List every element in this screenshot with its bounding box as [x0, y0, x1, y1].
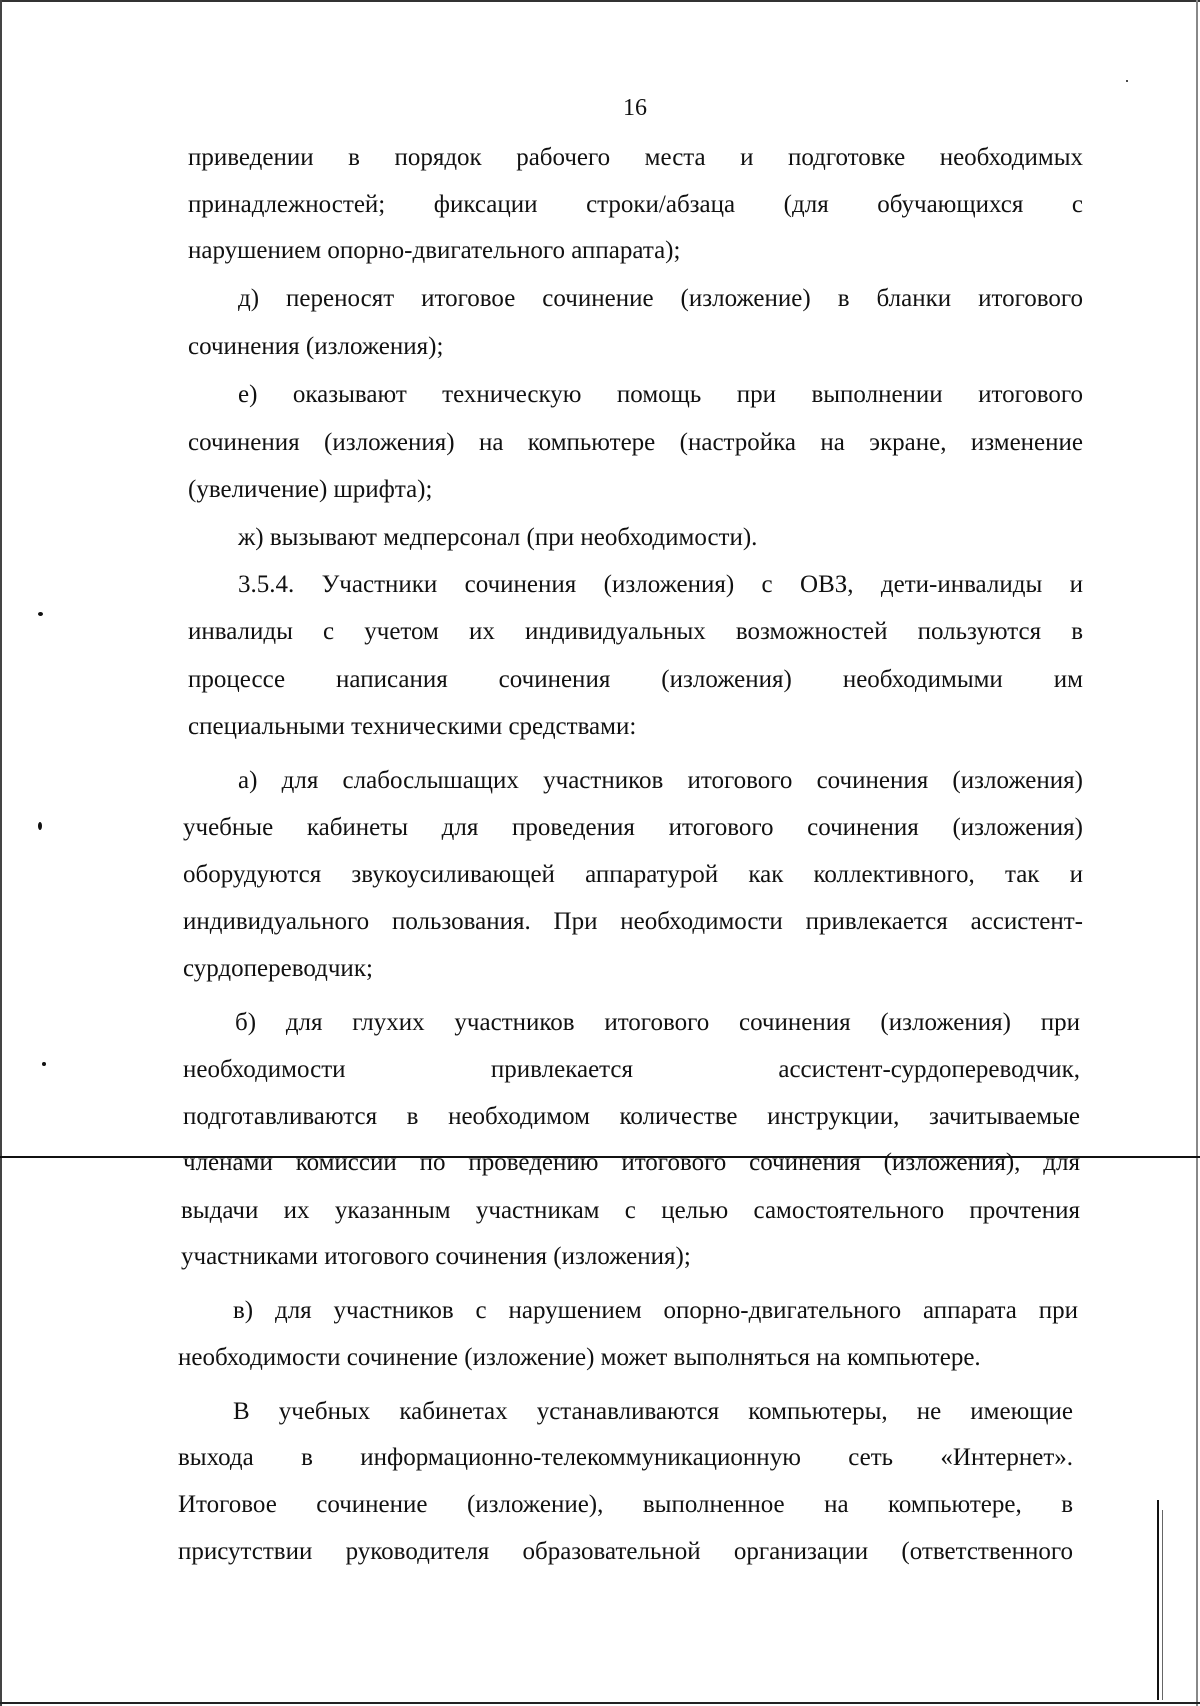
scan-edge-bottom [0, 1702, 1200, 1704]
text-line: присутствии руководителя образовательной организации (ответственного [178, 1538, 1073, 1565]
text-line: сочинения (изложения) на компьютере (настройка на экране, изменение [188, 429, 1083, 456]
text-line: е) оказывают техническую помощь при выполнении итогового [238, 381, 1083, 408]
text-line: д) переносят итоговое сочинение (изложение) в бланки итогового [238, 285, 1083, 312]
text-line: индивидуального пользования. При необходимости привлекается ассистент- [183, 908, 1083, 935]
scan-edge-right [1196, 0, 1198, 1706]
text-line: необходимости сочинение (изложение) может выполняться на компьютере. [178, 1344, 981, 1371]
text-line: оборудуются звукоусиливающей аппаратурой как коллективного, так и [183, 861, 1083, 888]
text-line: (увеличение) шрифта); [188, 476, 433, 503]
text-line: а) для слабослышащих участников итогового сочинения (изложения) [238, 767, 1083, 794]
text-line: членами комиссии по проведению итогового сочинения (изложения), для [183, 1149, 1080, 1176]
text-line: 3.5.4. Участники сочинения (изложения) с ОВЗ, дети-инвалиды и [238, 571, 1083, 598]
scan-bar-right [1157, 1500, 1159, 1700]
scan-speck [38, 822, 42, 830]
text-line: подготавливаются в необходимом количестве инструкции, зачитываемые [183, 1103, 1080, 1130]
scan-speck [42, 1062, 46, 1066]
page-number: 16 [623, 95, 647, 121]
text-line: инвалиды с учетом их индивидуальных возможностей пользуются в [188, 618, 1083, 645]
text-line: В учебных кабинетах устанавливаются компьютеры, не имеющие [233, 1398, 1073, 1425]
text-line: учебные кабинеты для проведения итогового сочинения (изложения) [183, 814, 1083, 841]
text-line: сурдопереводчик; [183, 955, 373, 982]
text-line: ж) вызывают медперсонал (при необходимости). [238, 524, 758, 551]
scan-bar-right-thin [1162, 1510, 1163, 1700]
scan-edge-top [0, 0, 1200, 2]
text-line: Итоговое сочинение (изложение), выполненное на компьютере, в [178, 1491, 1073, 1518]
text-line: в) для участников с нарушением опорно-двигательного аппарата при [233, 1297, 1078, 1324]
text-line: процессе написания сочинения (изложения) необходимыми им [188, 666, 1083, 693]
text-line: выдачи их указанным участникам с целью самостоятельного прочтения [181, 1197, 1080, 1224]
text-line: сочинения (изложения); [188, 333, 444, 360]
text-line: необходимости привлекается ассистент-сурдопереводчик, [183, 1056, 1080, 1083]
text-line: участниками итогового сочинения (изложения); [181, 1243, 691, 1270]
text-line: выхода в информационно-телекоммуникационную сеть «Интернет». [178, 1444, 1073, 1471]
scan-speck [38, 612, 43, 616]
text-line: специальными техническими средствами: [188, 713, 637, 740]
scan-edge-left [0, 0, 2, 1706]
text-line: принадлежностей; фиксации строки/абзаца (для обучающихся с [188, 191, 1083, 218]
text-line: нарушением опорно-двигательного аппарата); [188, 237, 681, 264]
text-line: б) для глухих участников итогового сочинения (изложения) при [235, 1009, 1080, 1036]
text-line: приведении в порядок рабочего места и подготовке необходимых [188, 144, 1083, 171]
scan-speck [1126, 80, 1128, 82]
